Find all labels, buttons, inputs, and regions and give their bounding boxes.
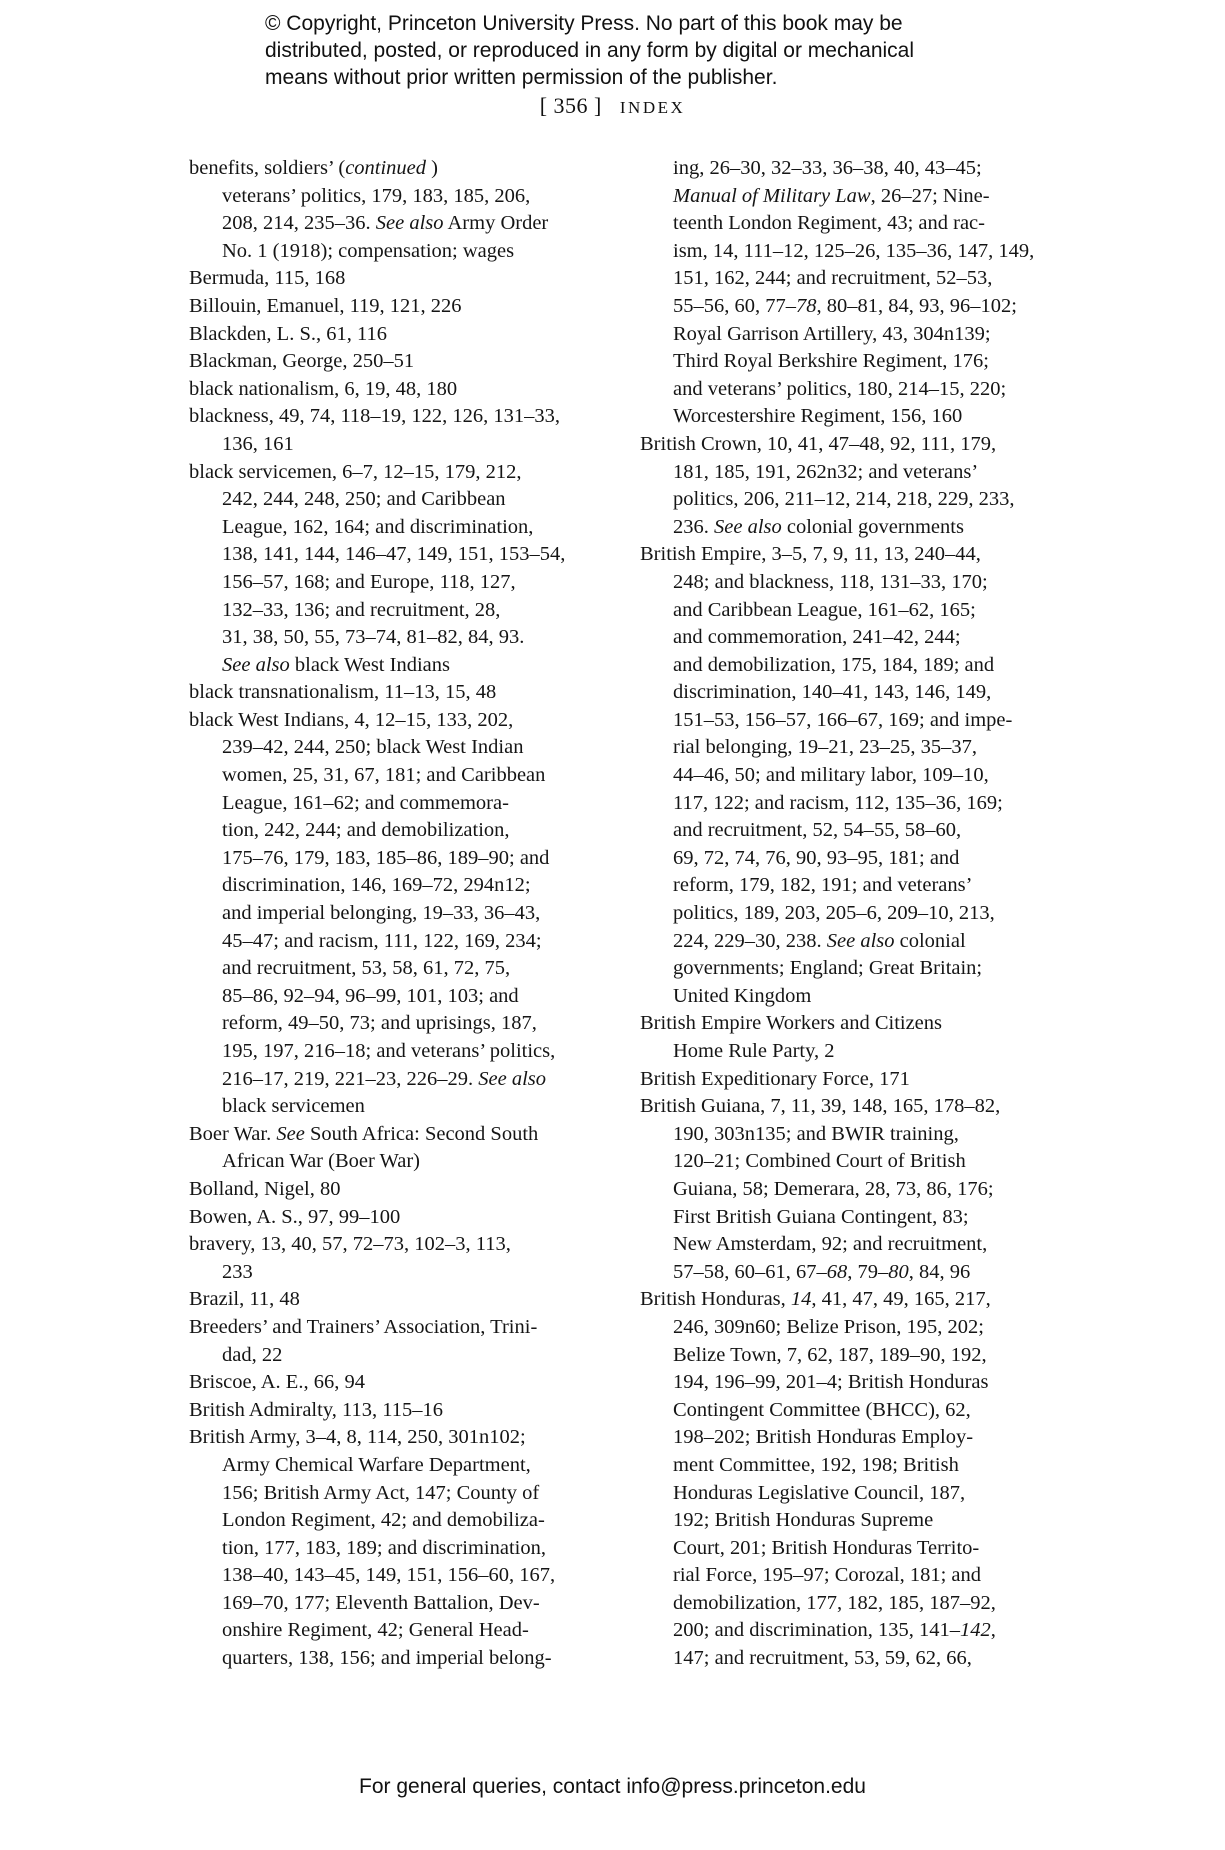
- index-entry-line: Billouin, Emanuel, 119, 121, 226: [189, 294, 462, 317]
- index-subentry-line: No. 1 (1918); compensation; wages: [222, 239, 515, 262]
- index-subentry-line: politics, 189, 203, 205–6, 209–10, 213,: [673, 902, 995, 925]
- index-subentry-line: Army Chemical Warfare Department,: [222, 1453, 531, 1476]
- index-subentry-line: veterans’ politics, 179, 183, 185, 206,: [222, 184, 531, 207]
- index-subentry-line: Honduras Legislative Council, 187,: [673, 1481, 966, 1504]
- index-subentry-line: 136, 161: [222, 432, 294, 455]
- index-subentry-line: demobilization, 177, 182, 185, 187–92,: [673, 1591, 996, 1614]
- index-subentry-line: United Kingdom: [673, 984, 812, 1007]
- index-subentry-line: 151–53, 156–57, 166–67, 169; and impe-: [673, 708, 1013, 731]
- index-entry-line: Boer War. See South Africa: Second South: [189, 1122, 539, 1145]
- index-subentry-line: New Amsterdam, 92; and recruitment,: [673, 1233, 988, 1256]
- index-subentry-line: 233: [222, 1260, 253, 1283]
- index-subentry-line: 246, 309n60; Belize Prison, 195, 202;: [673, 1315, 984, 1338]
- index-entry-line: black servicemen, 6–7, 12–15, 179, 212,: [189, 460, 522, 483]
- index-subentry-line: 194, 196–99, 201–4; British Honduras: [673, 1371, 989, 1394]
- index-entry-line: British Army, 3–4, 8, 114, 250, 301n102;: [189, 1426, 526, 1449]
- index-entry-line: bravery, 13, 40, 57, 72–73, 102–3, 113,: [189, 1233, 511, 1256]
- index-subentry-line: 117, 122; and racism, 112, 135–36, 169;: [673, 791, 1003, 814]
- index-subentry-line: Belize Town, 7, 62, 187, 189–90, 192,: [673, 1343, 987, 1366]
- index-subentry-line: teenth London Regiment, 43; and rac-: [673, 212, 985, 235]
- index-subentry-line: 31, 38, 50, 55, 73–74, 81–82, 84, 93.: [222, 626, 525, 649]
- index-subentry-line: and demobilization, 175, 184, 189; and: [673, 653, 995, 676]
- index-subentry-line: 138–40, 143–45, 149, 151, 156–60, 167,: [222, 1564, 556, 1587]
- index-entry-line: British Expeditionary Force, 171: [640, 1067, 910, 1090]
- index-entry-line: British Empire Workers and Citizens: [640, 1012, 943, 1035]
- index-entry-line: British Empire, 3–5, 7, 9, 11, 13, 240–44,: [640, 543, 981, 566]
- index-subentry-line: 242, 244, 248, 250; and Caribbean: [222, 488, 506, 511]
- index-subentry-line: 181, 185, 191, 262n32; and veterans’: [673, 460, 979, 483]
- index-subentry-line: ism, 14, 111–12, 125–26, 135–36, 147, 149,: [673, 239, 1035, 262]
- index-subentry-line: 151, 162, 244; and recruitment, 52–53,: [673, 267, 993, 290]
- index-subentry-line: tion, 177, 183, 189; and discrimination,: [222, 1536, 546, 1559]
- index-subentry-line: discrimination, 140–41, 143, 146, 149,: [673, 681, 992, 704]
- index-subentry-line: tion, 242, 244; and demobilization,: [222, 819, 510, 842]
- index-subentry-line: 138, 141, 144, 146–47, 149, 151, 153–54,: [222, 543, 566, 566]
- index-subentry-line: Home Rule Party, 2: [673, 1040, 835, 1062]
- index-subentry-line: 190, 303n135; and BWIR training,: [673, 1122, 959, 1145]
- index-entry-line: Bermuda, 115, 168: [189, 267, 346, 290]
- index-subentry-line: women, 25, 31, 67, 181; and Caribbean: [222, 764, 546, 787]
- index-subentry-line: Manual of Military Law, 26–27; Nine-: [673, 184, 990, 207]
- index-subentry-line: and Caribbean League, 161–62, 165;: [673, 598, 976, 621]
- index-subentry-line: 55–56, 60, 77–78, 80–81, 84, 93, 96–102;: [673, 294, 1017, 317]
- section-title: INDEX: [619, 98, 686, 117]
- index-subentry-line: 175–76, 179, 183, 185–86, 189–90; and: [222, 846, 550, 869]
- index-subentry-line: 44–46, 50; and military labor, 109–10,: [673, 764, 989, 787]
- index-entry-line: Briscoe, A. E., 66, 94: [189, 1371, 365, 1394]
- index-entry-line: black nationalism, 6, 19, 48, 180: [189, 377, 458, 400]
- index-subentry-line: London Regiment, 42; and demobiliza-: [222, 1509, 545, 1532]
- index-entry-line: Blackman, George, 250–51: [189, 350, 415, 373]
- index-subentry-line: onshire Regiment, 42; General Head-: [222, 1619, 529, 1642]
- index-entry-line: benefits, soldiers’ (continued ): [189, 157, 438, 179]
- running-head: [0, 93, 1225, 119]
- index-subentry-line: League, 162, 164; and discrimination,: [222, 515, 534, 538]
- copyright-line: means without prior written permission of the publisher.: [265, 66, 778, 89]
- index-subentry-line: and veterans’ politics, 180, 214–15, 220;: [673, 377, 1007, 400]
- index-subentry-line: 69, 72, 74, 76, 90, 93–95, 181; and: [673, 846, 960, 869]
- index-subentry-line: reform, 49–50, 73; and uprisings, 187,: [222, 1012, 537, 1035]
- index-subentry-line: League, 161–62; and commemora-: [222, 791, 509, 814]
- index-entry-line: Breeders’ and Trainers’ Association, Trini-: [189, 1315, 538, 1338]
- index-subentry-line: 200; and discrimination, 135, 141–142,: [673, 1619, 996, 1642]
- index-subentry-line: 192; British Honduras Supreme: [673, 1509, 934, 1532]
- index-subentry-line: 208, 214, 235–36. See also Army Order: [222, 212, 549, 235]
- index-entry-line: Brazil, 11, 48: [189, 1288, 300, 1311]
- index-subentry-line: 132–33, 136; and recruitment, 28,: [222, 598, 501, 621]
- index-subentry-line: 45–47; and racism, 111, 122, 169, 234;: [222, 929, 542, 952]
- index-entry-line: blackness, 49, 74, 118–19, 122, 126, 131–33,: [189, 405, 561, 428]
- index-subentry-line: rial Force, 195–97; Corozal, 181; and: [673, 1564, 982, 1587]
- index-subentry-line: reform, 179, 182, 191; and veterans’: [673, 874, 973, 897]
- index-subentry-line: ing, 26–30, 32–33, 36–38, 40, 43–45;: [673, 157, 982, 179]
- index-subentry-line: 57–58, 60–61, 67–68, 79–80, 84, 96: [673, 1260, 971, 1283]
- index-subentry-line: African War (Boer War): [222, 1150, 421, 1173]
- index-subentry-line: 156; British Army Act, 147; County of: [222, 1481, 540, 1504]
- copyright-line: distributed, posted, or reproduced in any form by digital or mechanical: [265, 39, 915, 62]
- index-subentry-line: See also black West Indians: [222, 653, 450, 676]
- index-entry-line: Bowen, A. S., 97, 99–100: [189, 1205, 401, 1228]
- index-subentry-line: Third Royal Berkshire Regiment, 176;: [673, 350, 989, 373]
- index-subentry-line: governments; England; Great Britain;: [673, 957, 983, 980]
- index-subentry-line: 198–202; British Honduras Employ-: [673, 1426, 974, 1449]
- index-column-left: [189, 155, 609, 1673]
- index-entry-line: British Guiana, 7, 11, 39, 148, 165, 178–82,: [640, 1095, 1001, 1118]
- index-subentry-line: 120–21; Combined Court of British: [673, 1150, 966, 1173]
- index-subentry-line: 224, 229–30, 238. See also colonial: [673, 929, 966, 952]
- index-entry-line: British Honduras, 14, 41, 47, 49, 165, 217,: [640, 1288, 991, 1311]
- index-subentry-line: discrimination, 146, 169–72, 294n12;: [222, 874, 531, 897]
- index-entry-line: British Admiralty, 113, 115–16: [189, 1398, 443, 1421]
- index-entry-line: Blackden, L. S., 61, 116: [189, 322, 387, 345]
- index-subentry-line: 239–42, 244, 250; black West Indian: [222, 736, 524, 759]
- index-entry-line: British Crown, 10, 41, 47–48, 92, 111, 179,: [640, 432, 997, 455]
- index-column-right: [640, 155, 1060, 1673]
- index-subentry-line: Guiana, 58; Demerara, 28, 73, 86, 176;: [673, 1177, 994, 1200]
- copyright-notice: [265, 10, 1025, 91]
- index-subentry-line: 216–17, 219, 221–23, 226–29. See also: [222, 1067, 546, 1090]
- index-subentry-line: First British Guiana Contingent, 83;: [673, 1205, 969, 1228]
- index-subentry-line: and recruitment, 52, 54–55, 58–60,: [673, 819, 962, 842]
- index-subentry-line: and commemoration, 241–42, 244;: [673, 626, 961, 649]
- index-subentry-line: ment Committee, 192, 198; British: [673, 1453, 959, 1476]
- index-subentry-line: 248; and blackness, 118, 131–33, 170;: [673, 570, 988, 593]
- index-subentry-line: and recruitment, 53, 58, 61, 72, 75,: [222, 957, 511, 980]
- index-subentry-line: Court, 201; British Honduras Territo-: [673, 1536, 980, 1559]
- index-subentry-line: Worcestershire Regiment, 156, 160: [673, 405, 963, 428]
- index-subentry-line: politics, 206, 211–12, 214, 218, 229, 233,: [673, 488, 1015, 511]
- index-subentry-line: Contingent Committee (BHCC), 62,: [673, 1398, 971, 1421]
- index-subentry-line: 156–57, 168; and Europe, 118, 127,: [222, 570, 516, 593]
- footer-contact: For general queries, contact info@press.princeton.edu: [359, 1775, 866, 1798]
- index-subentry-line: Royal Garrison Artillery, 43, 304n139;: [673, 322, 991, 345]
- index-subentry-line: and imperial belonging, 19–33, 36–43,: [222, 902, 541, 925]
- index-subentry-line: dad, 22: [222, 1343, 283, 1366]
- index-subentry-line: 195, 197, 216–18; and veterans’ politics,: [222, 1040, 556, 1062]
- index-subentry-line: black servicemen: [222, 1095, 365, 1118]
- index-subentry-line: 169–70, 177; Eleventh Battalion, Dev-: [222, 1591, 540, 1614]
- page-number: [ 356 ]: [539, 93, 602, 118]
- index-entry-line: black transnationalism, 11–13, 15, 48: [189, 681, 497, 704]
- index-subentry-line: 85–86, 92–94, 96–99, 101, 103; and: [222, 984, 519, 1007]
- index-entry-line: Bolland, Nigel, 80: [189, 1177, 341, 1200]
- index-subentry-line: quarters, 138, 156; and imperial belong-: [222, 1647, 552, 1670]
- copyright-line: © Copyright, Princeton University Press. No part of this book may be: [265, 12, 903, 35]
- index-subentry-line: 147; and recruitment, 53, 59, 62, 66,: [673, 1647, 972, 1670]
- index-entry-line: black West Indians, 4, 12–15, 133, 202,: [189, 708, 514, 731]
- index-subentry-line: rial belonging, 19–21, 23–25, 35–37,: [673, 736, 978, 759]
- index-subentry-line: 236. See also colonial governments: [673, 515, 964, 538]
